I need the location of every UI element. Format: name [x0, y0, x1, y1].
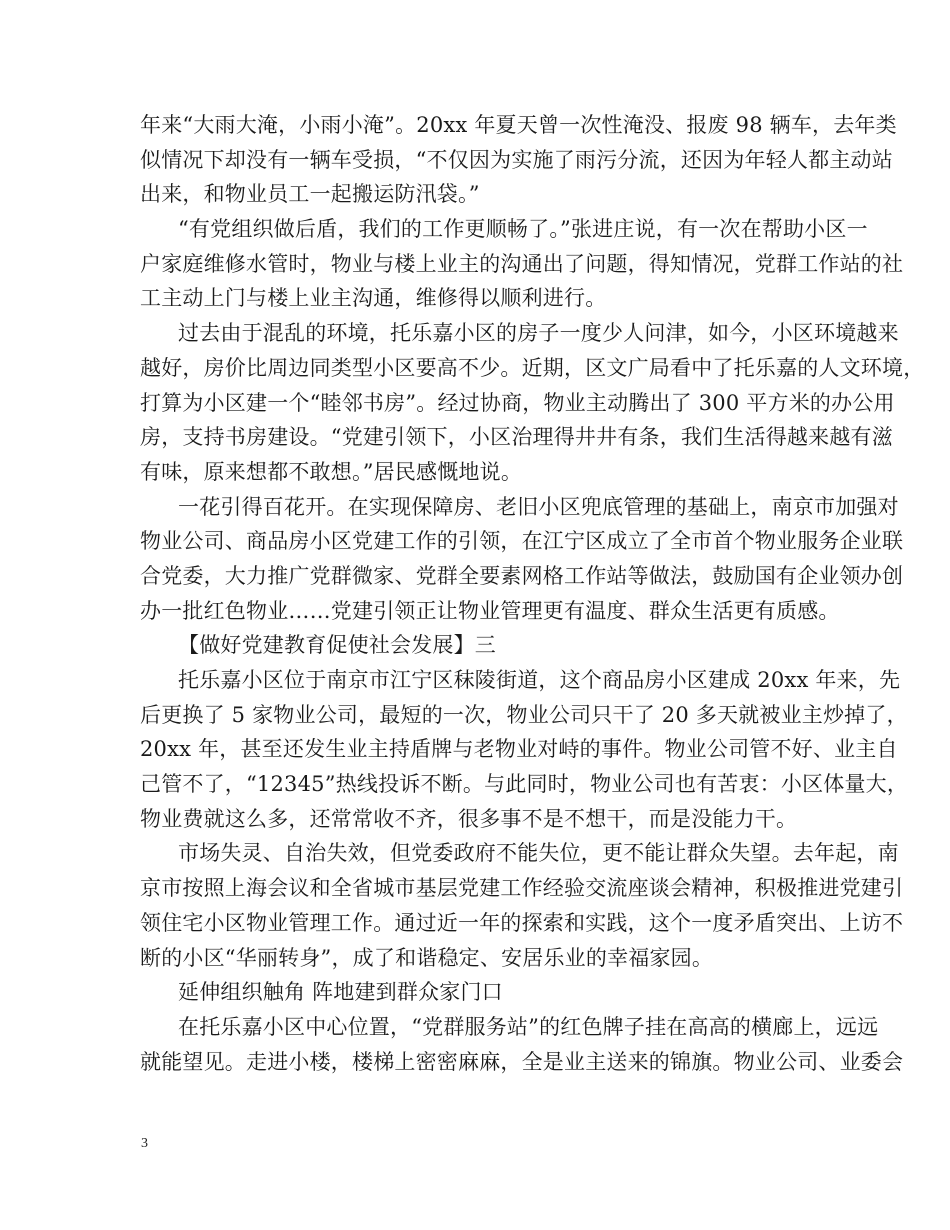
text-line: 断的小区“华丽转身”，成了和谐稳定、安居乐业的幸福家园。 — [140, 945, 714, 970]
text-line: 【做好党建教育促使社会发展】三 — [178, 633, 496, 658]
text-line: 一花引得百花开。在实现保障房、老旧小区兜底管理的基础上，南京市加强对 — [178, 494, 899, 519]
page-number: 3 — [141, 1136, 148, 1151]
text-line: 房，支持书房建设。“党建引领下，小区治理得井井有条，我们生活得越来越有滋 — [140, 425, 893, 450]
paragraph — [140, 1010, 904, 1079]
paragraph — [140, 975, 812, 1010]
text-line: 似情况下却没有一辆车受损，“不仅因为实施了雨污分流，还因为年轻人都主动站 — [140, 147, 893, 172]
text-line: 20xx 年，甚至还发生业主持盾牌与老物业对峙的事件。物业公司管不好、业主自 — [140, 737, 898, 762]
text-line: 在托乐嘉小区中心位置，“党群服务站”的红色牌子挂在高高的横廊上，远远 — [178, 1014, 879, 1039]
text-line: 己管不了，“12345”热线投诉不断。与此同时，物业公司也有苦衷：小区体量大， — [140, 772, 909, 797]
text-line: “有党组织做后盾，我们的工作更顺畅了。”张进庄说，有一次在帮助小区一 — [178, 217, 868, 242]
text-line: 出来，和物业员工一起搬运防汛袋。” — [140, 182, 480, 207]
text-line: 物业费就这么多，还常常收不齐，很多事不是不想干，而是没能力干。 — [140, 806, 798, 831]
paragraph — [140, 212, 904, 316]
text-line: 物业公司、商品房小区党建工作的引领，在江宁区成立了全市首个物业服务企业联 — [140, 529, 904, 554]
text-line: 京市按照上海会议和全省城市基层党建工作经验交流座谈会精神，积极推进党建引 — [140, 876, 904, 901]
text-line: 工主动上门与楼上业主沟通，维修得以顺利进行。 — [140, 286, 607, 311]
text-line: 过去由于混乱的环境，托乐嘉小区的房子一度少人问津，如今，小区环境越来 — [178, 321, 899, 346]
text-line: 合党委，大力推广党群微家、党群全要素网格工作站等做法，鼓励国有企业领办创 — [140, 563, 904, 588]
text-line: 就能望见。走进小楼，楼梯上密密麻麻，全是业主送来的锦旗。物业公司、业委会 — [140, 1049, 904, 1074]
paragraph — [140, 108, 897, 212]
text-line: 市场失灵、自治失效，但党委政府不能失位，更不能让群众失望。去年起，南 — [178, 841, 899, 866]
text-line: 领住宅小区物业管理工作。通过近一年的探索和实践，这个一度矛盾突出、上访不 — [140, 910, 904, 935]
paragraph — [140, 628, 812, 663]
text-line: 后更换了 5 家物业公司，最短的一次，物业公司只干了 20 多天就被业主炒掉了， — [140, 702, 908, 727]
text-line: 办一批红色物业……党建引领正让物业管理更有温度、群众生活更有质感。 — [140, 598, 840, 623]
text-line: 户家庭维修水管时，物业与楼上业主的沟通出了问题，得知情况，党群工作站的社 — [140, 251, 904, 276]
text-line: 托乐嘉小区位于南京市江宁区秣陵街道，这个商品房小区建成 20xx 年来，先 — [178, 668, 901, 692]
paragraph — [140, 490, 904, 629]
paragraph — [140, 316, 925, 489]
text-line: 打算为小区建一个“睦邻书房”。经过协商，物业主动腾出了 300 平方米的办公用 — [140, 390, 895, 415]
text-line: 年来“大雨大淹，小雨小淹”。20xx 年夏天曾一次性淹没、报废 98 辆车，去年类 — [140, 113, 897, 137]
text-line: 延伸组织触角 阵地建到群众家门口 — [178, 980, 503, 1005]
text-line: 有味，原来想都不敢想。”居民感慨地说。 — [140, 459, 523, 484]
paragraph — [140, 663, 909, 836]
text-line: 越好，房价比周边同类型小区要高不少。近期，区文广局看中了托乐嘉的人文环境， — [140, 355, 925, 380]
paragraph — [140, 836, 904, 975]
document-body — [140, 108, 925, 1079]
